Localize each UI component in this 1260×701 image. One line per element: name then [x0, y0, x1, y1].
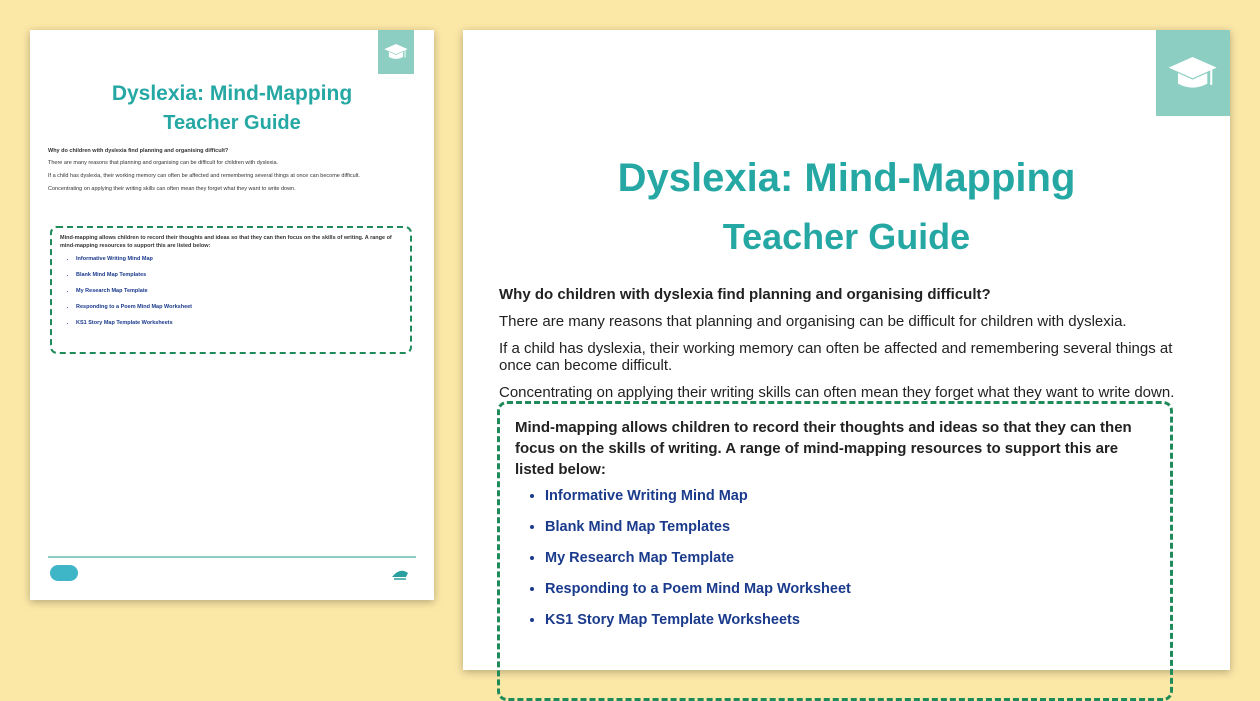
- graduation-cap-badge: [1156, 30, 1230, 116]
- resource-link[interactable]: • Blank Mind Map Templates: [545, 519, 1155, 535]
- document-body: [48, 148, 418, 199]
- resource-list: [515, 488, 1155, 628]
- brand-logo: [50, 565, 78, 581]
- document-subtitle: Teacher Guide: [163, 112, 301, 134]
- resource-link[interactable]: • My Research Map Template: [545, 550, 1155, 566]
- resources-intro: Mind-mapping allows children to record their thoughts and ideas so that they can then focus on the skills of writing. A range of mind-mapping resources to support this are listed below:: [515, 419, 1132, 478]
- paragraph: If a child has dyslexia, their working memory can often be affected and remembering several things at once can become difficult.: [48, 173, 360, 179]
- paragraph: If a child has dyslexia, their working memory can often be affected and remembering several things at once can become difficult.: [499, 340, 1173, 374]
- footer-emblem-icon: [390, 563, 410, 581]
- paragraph: There are many reasons that planning and organising can be difficult for children with dyslexia.: [48, 160, 279, 166]
- question-heading: Why do children with dyslexia find planning and organising difficult?: [48, 148, 229, 154]
- paragraph: Concentrating on applying their writing skills can often mean they forget what they want to write down.: [48, 186, 296, 192]
- footer-divider: [48, 556, 416, 558]
- graduation-cap-badge: [378, 30, 414, 74]
- document-title: Dyslexia: Mind-Mapping: [617, 156, 1076, 200]
- resource-link[interactable]: • Blank Mind Map Templates: [76, 272, 402, 278]
- resource-link[interactable]: • Informative Writing Mind Map: [76, 256, 402, 262]
- document-subtitle: Teacher Guide: [722, 216, 971, 257]
- resource-link[interactable]: • Responding to a Poem Mind Map Worksheet: [76, 304, 402, 310]
- resource-link[interactable]: • My Research Map Template: [76, 288, 402, 294]
- resource-link[interactable]: • Responding to a Poem Mind Map Worksheet: [545, 581, 1155, 597]
- question-heading: Why do children with dyslexia find planning and organising difficult?: [499, 286, 991, 303]
- document-page: [463, 30, 1230, 670]
- resource-link[interactable]: • Informative Writing Mind Map: [545, 488, 1155, 504]
- resources-intro: Mind-mapping allows children to record their thoughts and ideas so that they can then focus on the skills of writing. A range of mind-mapping resources to support this are listed below:: [60, 235, 392, 249]
- resource-link[interactable]: • KS1 Story Map Template Worksheets: [76, 320, 402, 326]
- document-title: Dyslexia: Mind-Mapping: [111, 82, 353, 105]
- graduation-cap-icon: [383, 42, 409, 61]
- paragraph: There are many reasons that planning and organising can be difficult for children with dyslexia.: [499, 313, 1127, 330]
- resource-link[interactable]: • KS1 Story Map Template Worksheets: [545, 612, 1155, 628]
- document-body: [499, 286, 1190, 411]
- paragraph: Concentrating on applying their writing skills can often mean they forget what they want to write down.: [499, 384, 1175, 401]
- graduation-cap-icon: [1166, 53, 1219, 93]
- resource-list: [60, 256, 402, 326]
- resources-box: [50, 226, 412, 354]
- resources-box: [497, 401, 1173, 701]
- document-preview-small: [30, 30, 434, 600]
